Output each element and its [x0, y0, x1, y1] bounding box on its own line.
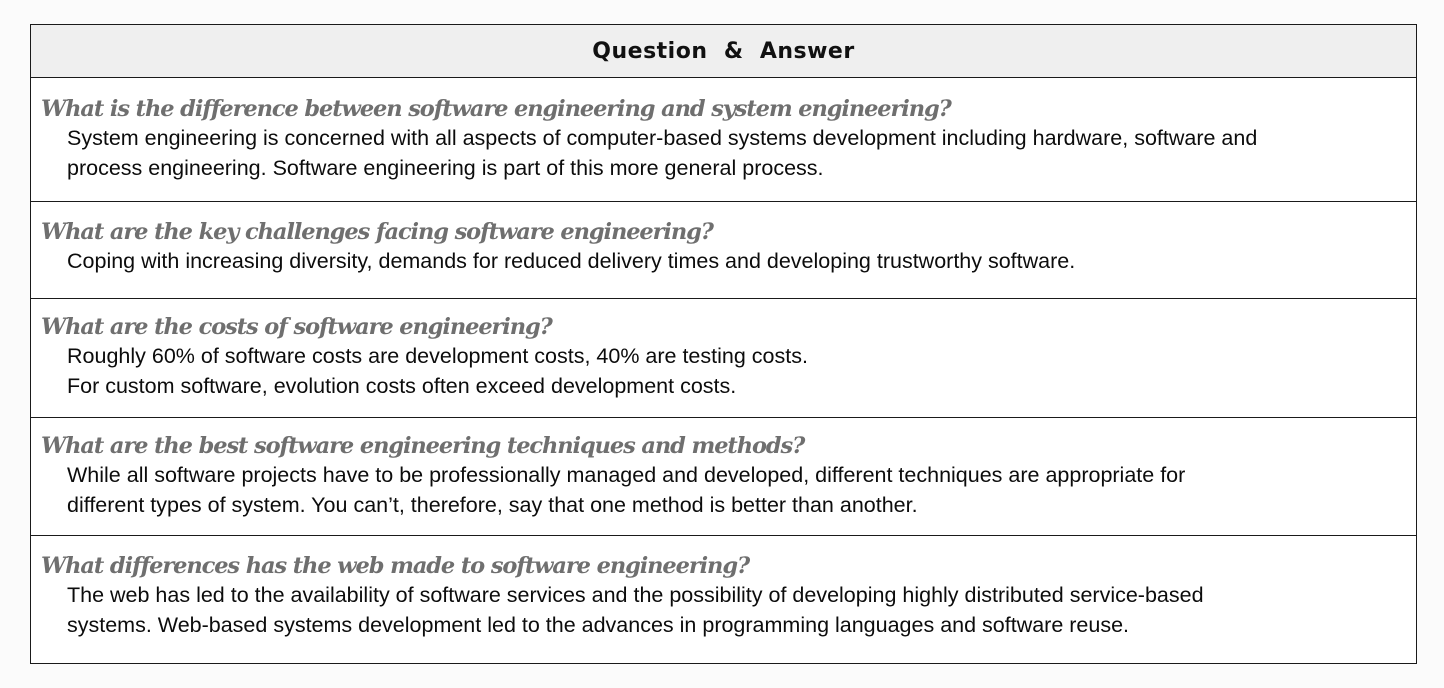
qa-row [31, 418, 1416, 536]
question-text: What are the best software engineering techniques and methods? [41, 433, 805, 459]
question-text: What are the key challenges facing software engineering? [41, 219, 713, 245]
qa-row [31, 299, 1416, 418]
answer-line: Roughly 60% of software costs are development costs, 40% are testing costs. [67, 344, 808, 368]
answer-line: process engineering. Software engineering is part of this more general process. [67, 155, 824, 180]
answer-line: While all software projects have to be professionally managed and developed, different techniques are appropriate for [67, 463, 1186, 487]
table-title: Question & Answer [592, 38, 855, 64]
answer-line: The web has led to the availability of software services and the possibility of developing highly distributed service-based [67, 583, 1204, 607]
answer-line: different types of system. You can’t, therefore, say that one method is better than another. [67, 492, 918, 517]
table-header [31, 25, 1416, 78]
answer-text [41, 342, 1410, 401]
answer-line: systems. Web-based systems development led to the advances in programming languages and software reuse. [67, 612, 1130, 637]
answer-line: System engineering is concerned with all aspects of computer-based systems development including hardware, software and [67, 126, 1258, 150]
qa-row [31, 536, 1416, 665]
answer-text [41, 247, 1410, 277]
question-text: What are the costs of software engineering? [41, 314, 552, 340]
question-text: What is the difference between software engineering and system engineering? [41, 96, 951, 122]
answer-text [41, 581, 1410, 640]
question-text: What differences has the web made to software engineering? [41, 553, 750, 579]
answer-line: For custom software, evolution costs often exceed development costs. [67, 373, 737, 398]
answer-text [41, 461, 1410, 520]
qa-row [31, 78, 1416, 202]
answer-text [41, 124, 1410, 183]
qa-row [31, 202, 1416, 299]
qa-table [30, 24, 1417, 664]
answer-line: Coping with increasing diversity, demands for reduced delivery times and developing trustworthy software. [67, 249, 1076, 273]
